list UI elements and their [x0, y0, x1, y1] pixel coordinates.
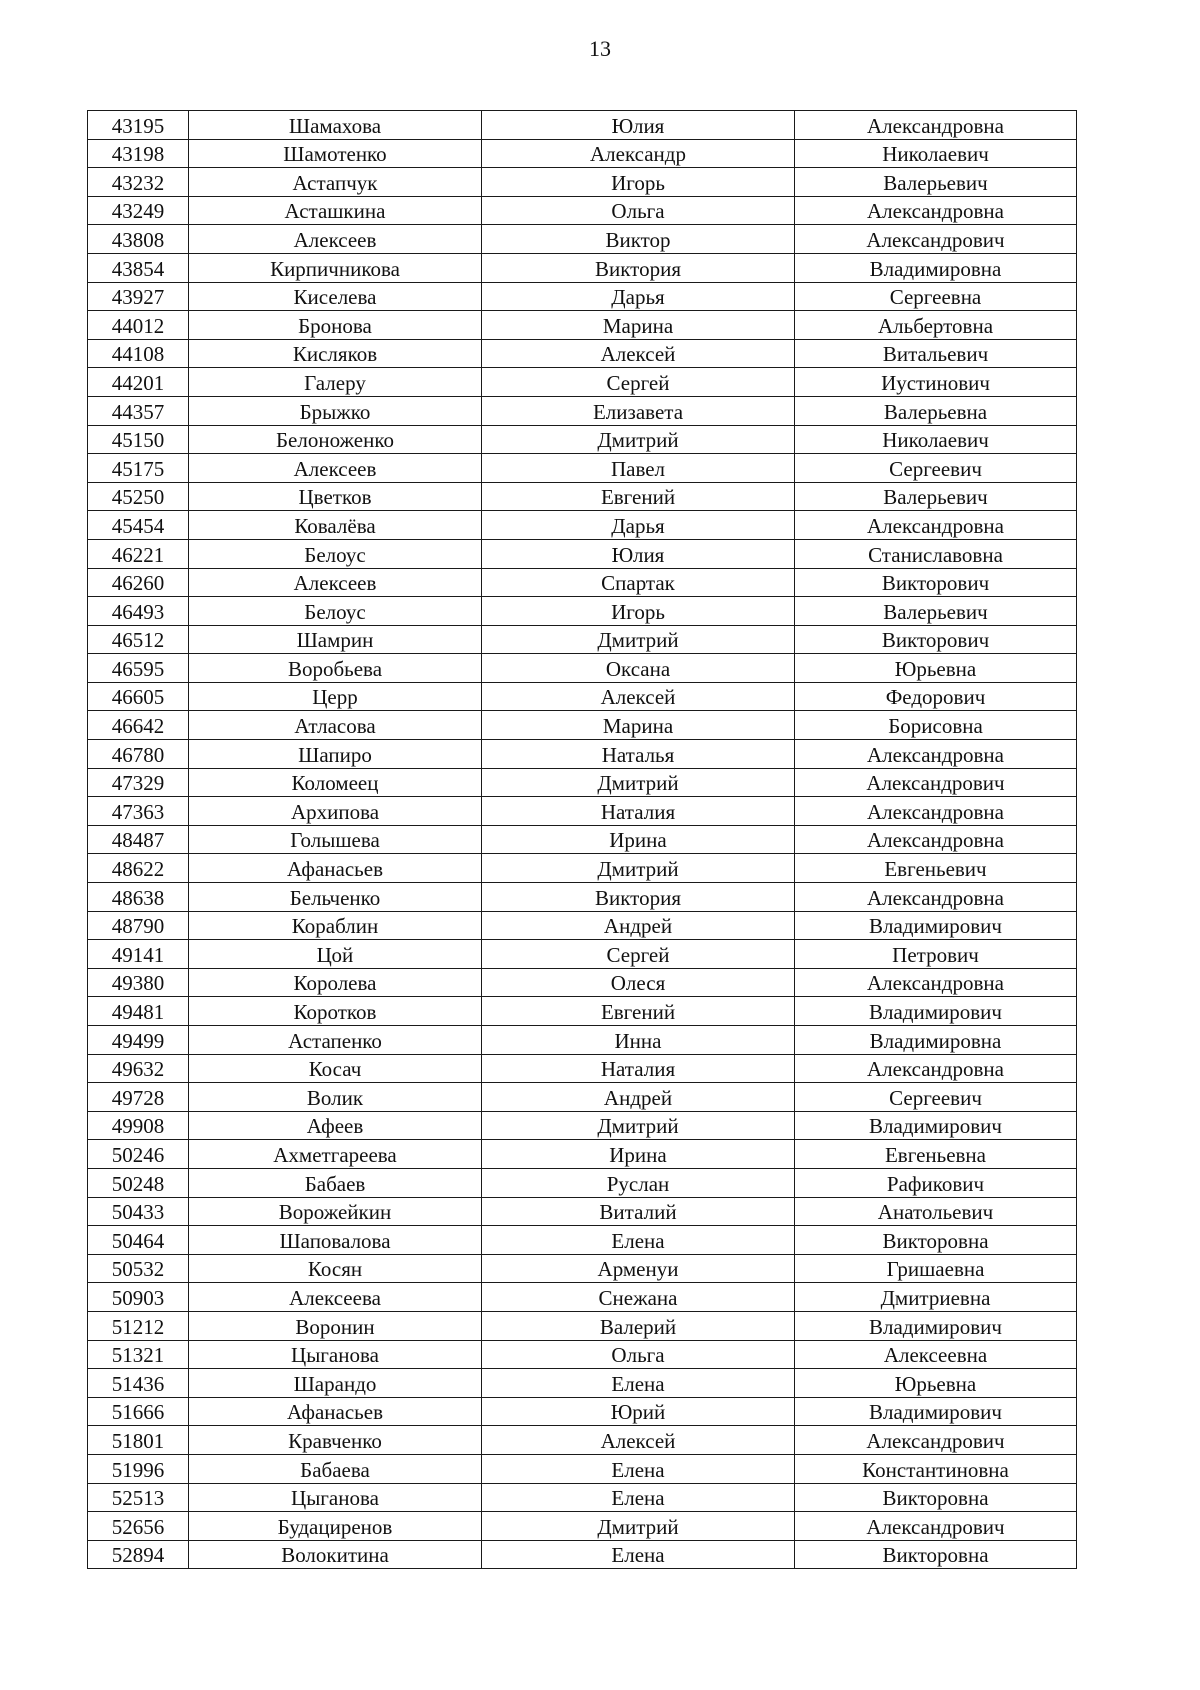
first-name-cell: Алексей	[482, 682, 795, 711]
first-name-cell: Руслан	[482, 1168, 795, 1197]
first-name-cell: Валерий	[482, 1311, 795, 1340]
first-name-cell: Елена	[482, 1226, 795, 1255]
roster-table	[87, 110, 1077, 1569]
record-number-cell: 43198	[88, 139, 189, 168]
table-row	[88, 825, 1077, 854]
record-number-cell: 44357	[88, 396, 189, 425]
record-number-cell: 50246	[88, 1140, 189, 1169]
table-row	[88, 682, 1077, 711]
last-name-cell: Будациренов	[189, 1512, 482, 1541]
first-name-cell: Елена	[482, 1369, 795, 1398]
table-row	[88, 225, 1077, 254]
table-row	[88, 597, 1077, 626]
last-name-cell: Асташкина	[189, 196, 482, 225]
record-number-cell: 44012	[88, 311, 189, 340]
patronymic-cell: Александровна	[795, 511, 1077, 540]
table-row	[88, 1369, 1077, 1398]
last-name-cell: Ворожейкин	[189, 1197, 482, 1226]
patronymic-cell: Александрович	[795, 1426, 1077, 1455]
record-number-cell: 49908	[88, 1111, 189, 1140]
record-number-cell: 51321	[88, 1340, 189, 1369]
table-row	[88, 1168, 1077, 1197]
first-name-cell: Виктория	[482, 253, 795, 282]
record-number-cell: 50433	[88, 1197, 189, 1226]
last-name-cell: Архипова	[189, 797, 482, 826]
record-number-cell: 48622	[88, 854, 189, 883]
table-row	[88, 282, 1077, 311]
table-row	[88, 1083, 1077, 1112]
first-name-cell: Дмитрий	[482, 854, 795, 883]
first-name-cell: Наталья	[482, 740, 795, 769]
patronymic-cell: Владимировна	[795, 253, 1077, 282]
record-number-cell: 46595	[88, 654, 189, 683]
patronymic-cell: Владимирович	[795, 997, 1077, 1026]
last-name-cell: Алексеев	[189, 225, 482, 254]
last-name-cell: Шапиро	[189, 740, 482, 769]
first-name-cell: Оксана	[482, 654, 795, 683]
last-name-cell: Галеру	[189, 368, 482, 397]
table-row	[88, 740, 1077, 769]
first-name-cell: Дмитрий	[482, 768, 795, 797]
patronymic-cell: Викторович	[795, 625, 1077, 654]
record-number-cell: 45175	[88, 454, 189, 483]
table-row	[88, 1283, 1077, 1312]
patronymic-cell: Викторовна	[795, 1483, 1077, 1512]
first-name-cell: Ирина	[482, 825, 795, 854]
patronymic-cell: Константиновна	[795, 1454, 1077, 1483]
table-row	[88, 253, 1077, 282]
first-name-cell: Снежана	[482, 1283, 795, 1312]
last-name-cell: Цой	[189, 940, 482, 969]
record-number-cell: 45250	[88, 482, 189, 511]
patronymic-cell: Дмитриевна	[795, 1283, 1077, 1312]
last-name-cell: Волик	[189, 1083, 482, 1112]
record-number-cell: 43195	[88, 111, 189, 140]
first-name-cell: Спартак	[482, 568, 795, 597]
first-name-cell: Дмитрий	[482, 1512, 795, 1541]
last-name-cell: Бельченко	[189, 883, 482, 912]
first-name-cell: Дарья	[482, 282, 795, 311]
last-name-cell: Косач	[189, 1054, 482, 1083]
record-number-cell: 50903	[88, 1283, 189, 1312]
patronymic-cell: Александровна	[795, 797, 1077, 826]
record-number-cell: 49728	[88, 1083, 189, 1112]
record-number-cell: 52656	[88, 1512, 189, 1541]
first-name-cell: Юлия	[482, 111, 795, 140]
record-number-cell: 45454	[88, 511, 189, 540]
patronymic-cell: Федорович	[795, 682, 1077, 711]
last-name-cell: Астапенко	[189, 1026, 482, 1055]
record-number-cell: 43232	[88, 168, 189, 197]
first-name-cell: Александр	[482, 139, 795, 168]
first-name-cell: Елена	[482, 1540, 795, 1569]
first-name-cell: Юрий	[482, 1397, 795, 1426]
last-name-cell: Ковалёва	[189, 511, 482, 540]
table-row	[88, 196, 1077, 225]
record-number-cell: 48487	[88, 825, 189, 854]
last-name-cell: Белоус	[189, 539, 482, 568]
first-name-cell: Павел	[482, 454, 795, 483]
first-name-cell: Марина	[482, 711, 795, 740]
table-row	[88, 968, 1077, 997]
record-number-cell: 49632	[88, 1054, 189, 1083]
first-name-cell: Инна	[482, 1026, 795, 1055]
last-name-cell: Брыжко	[189, 396, 482, 425]
first-name-cell: Виктория	[482, 883, 795, 912]
record-number-cell: 50532	[88, 1254, 189, 1283]
first-name-cell: Игорь	[482, 168, 795, 197]
patronymic-cell: Владимировна	[795, 1026, 1077, 1055]
first-name-cell: Сергей	[482, 940, 795, 969]
record-number-cell: 52894	[88, 1540, 189, 1569]
table-row	[88, 511, 1077, 540]
table-row	[88, 625, 1077, 654]
patronymic-cell: Сергеевич	[795, 454, 1077, 483]
patronymic-cell: Сергеевич	[795, 1083, 1077, 1112]
record-number-cell: 51666	[88, 1397, 189, 1426]
last-name-cell: Королева	[189, 968, 482, 997]
table-row	[88, 1540, 1077, 1569]
patronymic-cell: Валерьевич	[795, 597, 1077, 626]
patronymic-cell: Александрович	[795, 225, 1077, 254]
patronymic-cell: Сергеевна	[795, 282, 1077, 311]
last-name-cell: Белоус	[189, 597, 482, 626]
first-name-cell: Елена	[482, 1483, 795, 1512]
last-name-cell: Кораблин	[189, 911, 482, 940]
last-name-cell: Шамотенко	[189, 139, 482, 168]
patronymic-cell: Александровна	[795, 825, 1077, 854]
record-number-cell: 46260	[88, 568, 189, 597]
patronymic-cell: Владимирович	[795, 1397, 1077, 1426]
record-number-cell: 43927	[88, 282, 189, 311]
patronymic-cell: Александровна	[795, 196, 1077, 225]
patronymic-cell: Александрович	[795, 768, 1077, 797]
table-row	[88, 111, 1077, 140]
table-row	[88, 768, 1077, 797]
record-number-cell: 46642	[88, 711, 189, 740]
patronymic-cell: Александровна	[795, 740, 1077, 769]
record-number-cell: 48790	[88, 911, 189, 940]
first-name-cell: Елена	[482, 1454, 795, 1483]
table-row	[88, 1054, 1077, 1083]
table-row	[88, 396, 1077, 425]
last-name-cell: Кисляков	[189, 339, 482, 368]
patronymic-cell: Александрович	[795, 1512, 1077, 1541]
table-row	[88, 1026, 1077, 1055]
record-number-cell: 46512	[88, 625, 189, 654]
first-name-cell: Алексей	[482, 339, 795, 368]
patronymic-cell: Витальевич	[795, 339, 1077, 368]
last-name-cell: Цыганова	[189, 1483, 482, 1512]
table-row	[88, 1226, 1077, 1255]
last-name-cell: Коломеец	[189, 768, 482, 797]
record-number-cell: 46221	[88, 539, 189, 568]
table-row	[88, 425, 1077, 454]
patronymic-cell: Борисовна	[795, 711, 1077, 740]
last-name-cell: Коротков	[189, 997, 482, 1026]
first-name-cell: Дмитрий	[482, 1111, 795, 1140]
last-name-cell: Голышева	[189, 825, 482, 854]
patronymic-cell: Евгеньевна	[795, 1140, 1077, 1169]
first-name-cell: Игорь	[482, 597, 795, 626]
last-name-cell: Кравченко	[189, 1426, 482, 1455]
table-row	[88, 339, 1077, 368]
table-row	[88, 1397, 1077, 1426]
patronymic-cell: Николаевич	[795, 139, 1077, 168]
last-name-cell: Афанасьев	[189, 854, 482, 883]
last-name-cell: Шарандо	[189, 1369, 482, 1398]
first-name-cell: Евгений	[482, 482, 795, 511]
record-number-cell: 48638	[88, 883, 189, 912]
last-name-cell: Белоноженко	[189, 425, 482, 454]
last-name-cell: Воронин	[189, 1311, 482, 1340]
first-name-cell: Юлия	[482, 539, 795, 568]
record-number-cell: 43808	[88, 225, 189, 254]
table-row	[88, 368, 1077, 397]
patronymic-cell: Владимирович	[795, 911, 1077, 940]
record-number-cell: 44201	[88, 368, 189, 397]
table-row	[88, 168, 1077, 197]
patronymic-cell: Юрьевна	[795, 654, 1077, 683]
patronymic-cell: Николаевич	[795, 425, 1077, 454]
first-name-cell: Олеся	[482, 968, 795, 997]
table-row	[88, 883, 1077, 912]
patronymic-cell: Александровна	[795, 1054, 1077, 1083]
patronymic-cell: Иустинович	[795, 368, 1077, 397]
patronymic-cell: Гришаевна	[795, 1254, 1077, 1283]
last-name-cell: Цыганова	[189, 1340, 482, 1369]
record-number-cell: 44108	[88, 339, 189, 368]
first-name-cell: Евгений	[482, 997, 795, 1026]
patronymic-cell: Станиславовна	[795, 539, 1077, 568]
first-name-cell: Дмитрий	[482, 625, 795, 654]
record-number-cell: 46780	[88, 740, 189, 769]
last-name-cell: Бабаев	[189, 1168, 482, 1197]
roster-table-body	[88, 111, 1077, 1569]
last-name-cell: Цветков	[189, 482, 482, 511]
patronymic-cell: Владимирович	[795, 1111, 1077, 1140]
patronymic-cell: Александровна	[795, 968, 1077, 997]
table-row	[88, 654, 1077, 683]
record-number-cell: 49141	[88, 940, 189, 969]
last-name-cell: Атласова	[189, 711, 482, 740]
record-number-cell: 51801	[88, 1426, 189, 1455]
patronymic-cell: Владимирович	[795, 1311, 1077, 1340]
first-name-cell: Алексей	[482, 1426, 795, 1455]
table-row	[88, 139, 1077, 168]
first-name-cell: Виталий	[482, 1197, 795, 1226]
last-name-cell: Алексеев	[189, 568, 482, 597]
patronymic-cell: Петрович	[795, 940, 1077, 969]
record-number-cell: 46605	[88, 682, 189, 711]
record-number-cell: 51436	[88, 1369, 189, 1398]
first-name-cell: Ольга	[482, 1340, 795, 1369]
first-name-cell: Арменуи	[482, 1254, 795, 1283]
table-row	[88, 311, 1077, 340]
record-number-cell: 51212	[88, 1311, 189, 1340]
record-number-cell: 43854	[88, 253, 189, 282]
first-name-cell: Наталия	[482, 797, 795, 826]
last-name-cell: Алексеева	[189, 1283, 482, 1312]
record-number-cell: 43249	[88, 196, 189, 225]
record-number-cell: 52513	[88, 1483, 189, 1512]
first-name-cell: Ольга	[482, 196, 795, 225]
table-row	[88, 1483, 1077, 1512]
last-name-cell: Кирпичникова	[189, 253, 482, 282]
first-name-cell: Андрей	[482, 1083, 795, 1112]
last-name-cell: Бронова	[189, 311, 482, 340]
record-number-cell: 45150	[88, 425, 189, 454]
patronymic-cell: Альбертовна	[795, 311, 1077, 340]
table-row	[88, 1197, 1077, 1226]
first-name-cell: Андрей	[482, 911, 795, 940]
last-name-cell: Афанасьев	[189, 1397, 482, 1426]
table-row	[88, 711, 1077, 740]
table-row	[88, 1340, 1077, 1369]
table-row	[88, 1311, 1077, 1340]
table-row	[88, 1254, 1077, 1283]
patronymic-cell: Евгеньевич	[795, 854, 1077, 883]
patronymic-cell: Викторович	[795, 568, 1077, 597]
last-name-cell: Воробьева	[189, 654, 482, 683]
record-number-cell: 47329	[88, 768, 189, 797]
last-name-cell: Ахметгареева	[189, 1140, 482, 1169]
table-row	[88, 539, 1077, 568]
table-row	[88, 1140, 1077, 1169]
table-row	[88, 1111, 1077, 1140]
last-name-cell: Шамрин	[189, 625, 482, 654]
patronymic-cell: Валерьевич	[795, 168, 1077, 197]
first-name-cell: Сергей	[482, 368, 795, 397]
table-row	[88, 854, 1077, 883]
first-name-cell: Дмитрий	[482, 425, 795, 454]
record-number-cell: 46493	[88, 597, 189, 626]
patronymic-cell: Юрьевна	[795, 1369, 1077, 1398]
table-row	[88, 568, 1077, 597]
last-name-cell: Астапчук	[189, 168, 482, 197]
record-number-cell: 50248	[88, 1168, 189, 1197]
first-name-cell: Марина	[482, 311, 795, 340]
table-row	[88, 997, 1077, 1026]
table-row	[88, 1512, 1077, 1541]
last-name-cell: Афеев	[189, 1111, 482, 1140]
page-number: 13	[589, 36, 611, 61]
record-number-cell: 49481	[88, 997, 189, 1026]
last-name-cell: Киселева	[189, 282, 482, 311]
last-name-cell: Косян	[189, 1254, 482, 1283]
patronymic-cell: Анатольевич	[795, 1197, 1077, 1226]
record-number-cell: 51996	[88, 1454, 189, 1483]
record-number-cell: 49380	[88, 968, 189, 997]
patronymic-cell: Валерьевич	[795, 482, 1077, 511]
table-row	[88, 454, 1077, 483]
last-name-cell: Алексеев	[189, 454, 482, 483]
patronymic-cell: Александровна	[795, 883, 1077, 912]
patronymic-cell: Александровна	[795, 111, 1077, 140]
patronymic-cell: Викторовна	[795, 1226, 1077, 1255]
record-number-cell: 47363	[88, 797, 189, 826]
last-name-cell: Волокитина	[189, 1540, 482, 1569]
patronymic-cell: Викторовна	[795, 1540, 1077, 1569]
table-row	[88, 1454, 1077, 1483]
first-name-cell: Ирина	[482, 1140, 795, 1169]
last-name-cell: Церр	[189, 682, 482, 711]
last-name-cell: Бабаева	[189, 1454, 482, 1483]
patronymic-cell: Рафикович	[795, 1168, 1077, 1197]
table-row	[88, 1426, 1077, 1455]
first-name-cell: Елизавета	[482, 396, 795, 425]
record-number-cell: 50464	[88, 1226, 189, 1255]
first-name-cell: Виктор	[482, 225, 795, 254]
first-name-cell: Наталия	[482, 1054, 795, 1083]
patronymic-cell: Алексеевна	[795, 1340, 1077, 1369]
record-number-cell: 49499	[88, 1026, 189, 1055]
last-name-cell: Шамахова	[189, 111, 482, 140]
table-row	[88, 911, 1077, 940]
first-name-cell: Дарья	[482, 511, 795, 540]
table-row	[88, 940, 1077, 969]
last-name-cell: Шаповалова	[189, 1226, 482, 1255]
table-row	[88, 482, 1077, 511]
patronymic-cell: Валерьевна	[795, 396, 1077, 425]
table-row	[88, 797, 1077, 826]
